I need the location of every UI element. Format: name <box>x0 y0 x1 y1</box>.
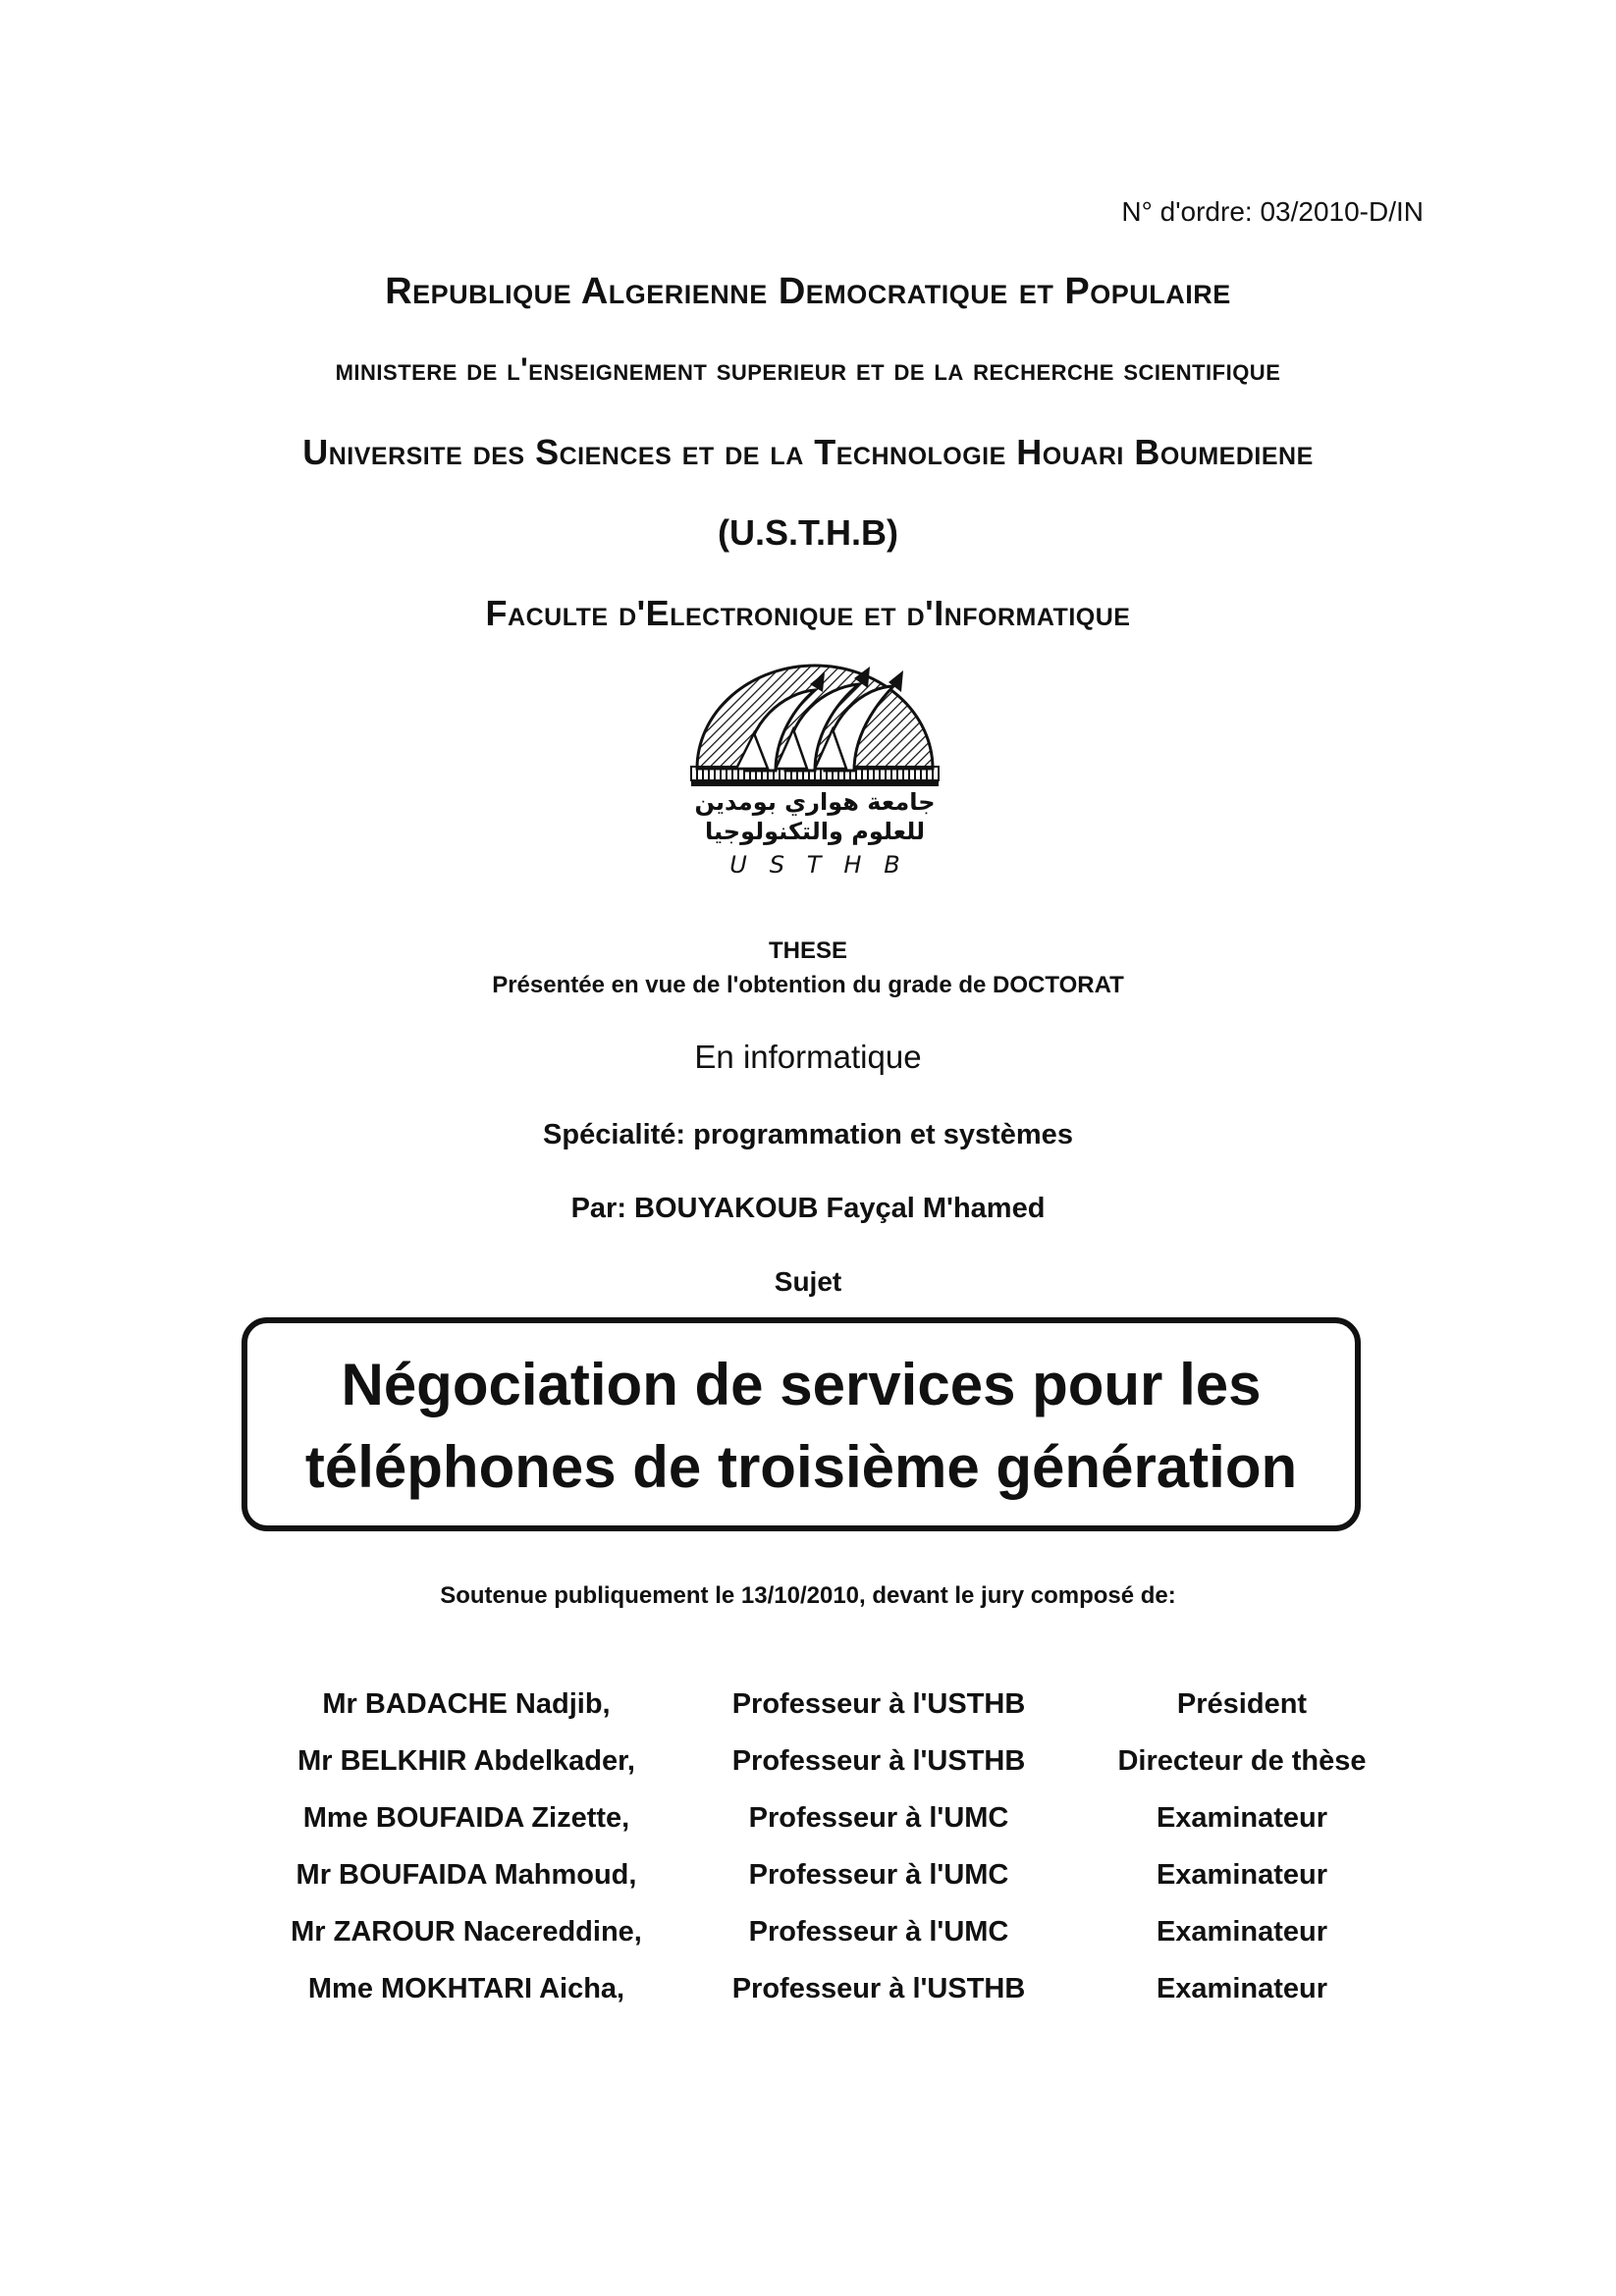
thesis-title-line1: Négociation de services pour les <box>341 1352 1262 1417</box>
thesis-field: En informatique <box>694 1039 922 1075</box>
logo-latin-letters: U S T H B <box>729 851 900 879</box>
defense-statement: Soutenue publiquement le 13/10/2010, devant le jury composé de: <box>440 1582 1176 1609</box>
university-acronym: (U.S.T.H.B) <box>718 512 898 553</box>
faculty-heading: Faculte d'Electronique et d'Informatique <box>485 593 1131 633</box>
jury-member-position: Professeur à l'UMC <box>748 1916 1009 1948</box>
jury-row <box>265 1745 1367 1802</box>
jury-row <box>265 1802 1355 1859</box>
jury-member-position: Professeur à l'UMC <box>748 1802 1009 1834</box>
thesis-author: Par: BOUYAKOUB Fayçal M'hamed <box>570 1193 1046 1224</box>
thesis-purpose: Présentée en vue de l'obtention du grade de DOCTORAT <box>492 972 1124 998</box>
jury-row <box>265 1688 1355 1745</box>
jury-member-position: Professeur à l'UMC <box>748 1859 1009 1891</box>
jury-list <box>265 1688 1367 2030</box>
thesis-type: THESE <box>768 937 847 964</box>
order-number: N° d'ordre: 03/2010-D/IN <box>1121 196 1424 227</box>
jury-member-name: Mr BELKHIR Abdelkader, <box>297 1745 635 1777</box>
jury-row <box>265 1916 1355 1973</box>
jury-member-role: Examinateur <box>1156 1916 1328 1948</box>
jury-member-position: Professeur à l'USTHB <box>731 1688 1026 1720</box>
jury-member-name: Mr BOUFAIDA Mahmoud, <box>296 1859 637 1891</box>
jury-member-role: Examinateur <box>1156 1802 1328 1834</box>
jury-member-role: Directeur de thèse <box>1117 1745 1367 1777</box>
logo-arabic-line1: جامعة هواري بومدين <box>694 788 936 816</box>
subject-label: Sujet <box>774 1266 842 1297</box>
ministry-heading: ministere de l'enseignement superieur et de la recherche scientifique <box>335 351 1281 387</box>
thesis-title-line2: téléphones de troisième génération <box>304 1434 1298 1500</box>
usthb-logo <box>677 663 952 883</box>
thesis-speciality: Spécialité: programmation et systèmes <box>543 1119 1073 1150</box>
jury-member-position: Professeur à l'USTHB <box>731 1973 1026 2004</box>
university-heading: Universite des Sciences et de la Technologie Houari Boumediene <box>302 432 1314 472</box>
thesis-title-box <box>242 1317 1361 1531</box>
jury-row <box>265 1973 1355 2030</box>
jury-member-position: Professeur à l'USTHB <box>731 1745 1026 1777</box>
logo-arabic-line2: للعلوم والتكنولوجيا <box>704 818 926 845</box>
jury-row <box>265 1859 1355 1916</box>
jury-member-name: Mme MOKHTARI Aicha, <box>307 1973 625 2004</box>
jury-member-role: Examinateur <box>1156 1973 1328 2004</box>
jury-member-role: Examinateur <box>1156 1859 1328 1891</box>
republic-heading: Republique Algerienne Democratique et Populaire <box>385 271 1231 312</box>
jury-member-role: Président <box>1176 1688 1308 1720</box>
jury-member-name: Mme BOUFAIDA Zizette, <box>302 1802 630 1834</box>
jury-member-name: Mr BADACHE Nadjib, <box>322 1688 611 1720</box>
jury-member-name: Mr ZAROUR Nacereddine, <box>291 1916 642 1948</box>
